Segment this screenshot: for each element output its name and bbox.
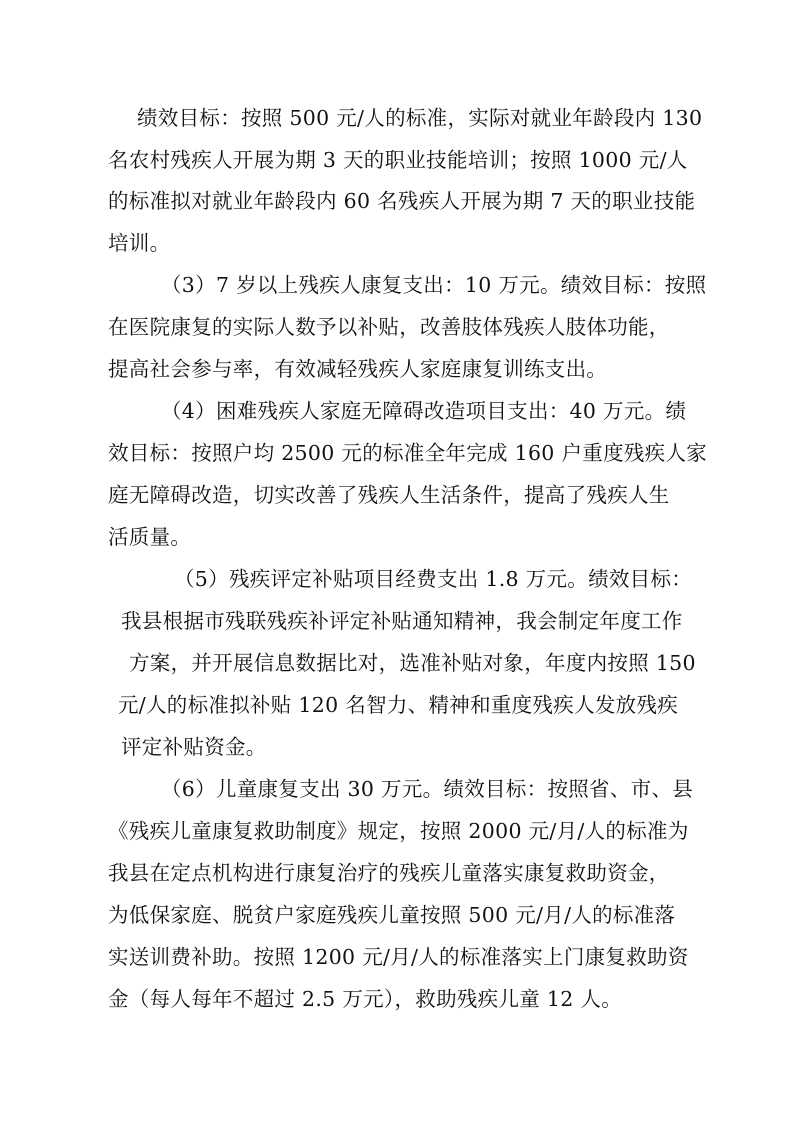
text-line: 在医院康复的实际人数予以补贴，改善肢体残疾人肢体功能，: [108, 315, 670, 339]
text-line: （3）7 岁以上残疾人康复支出：10 万元。绩效目标：按照: [161, 273, 707, 297]
text-line: 评定补贴资金。: [121, 735, 267, 759]
text-line: 活质量。: [108, 525, 192, 549]
text-line: 我县根据市残联残疾补评定补贴通知精神，我会制定年度工作: [121, 609, 683, 633]
text-line: 庭无障碍改造，切实改善了残疾人生活条件，提高了残疾人生: [108, 483, 670, 507]
text-line: 培训。: [108, 231, 171, 255]
text-line: 《残疾儿童康复救助制度》规定，按照 2000 元/月/人的标准为: [108, 819, 689, 843]
text-line: （5）残疾评定补贴项目经费支出 1.8 万元。绩效目标：: [174, 567, 693, 591]
text-line: 提高社会参与率，有效减轻残疾人家庭康复训练支出。: [108, 357, 608, 381]
text-line: 为低保家庭、脱贫户家庭残疾儿童按照 500 元/月/人的标准落: [108, 903, 676, 927]
text-line: 绩效目标：按照 500 元/人的标准，实际对就业年龄段内 130: [137, 106, 703, 130]
text-line: 金（每人每年不超过 2.5 万元），救助残疾儿童 12 人。: [108, 987, 623, 1011]
text-line: （4）困难残疾人家庭无障碍改造项目支出：40 万元。绩: [161, 399, 687, 423]
text-line: （6）儿童康复支出 30 万元。绩效目标：按照省、市、县: [161, 777, 694, 801]
text-line: 方案，并开展信息数据比对，选准补贴对象，年度内按照 150: [129, 651, 696, 675]
text-line: 实送训费补助。按照 1200 元/月/人的标准落实上门康复救助资: [108, 945, 689, 969]
text-line: 名农村残疾人开展为期 3 天的职业技能培训；按照 1000 元/人: [108, 148, 688, 172]
text-line: 效目标：按照户均 2500 元的标准全年完成 160 户重度残疾人家: [108, 441, 708, 465]
text-line: 的标准拟对就业年龄段内 60 名残疾人开展为期 7 天的职业技能: [108, 189, 696, 213]
text-line: 我县在定点机构进行康复治疗的残疾儿童落实康复救助资金，: [108, 861, 670, 885]
text-line: 元/人的标准拟补贴 120 名智力、精神和重度残疾人发放残疾: [118, 693, 679, 717]
